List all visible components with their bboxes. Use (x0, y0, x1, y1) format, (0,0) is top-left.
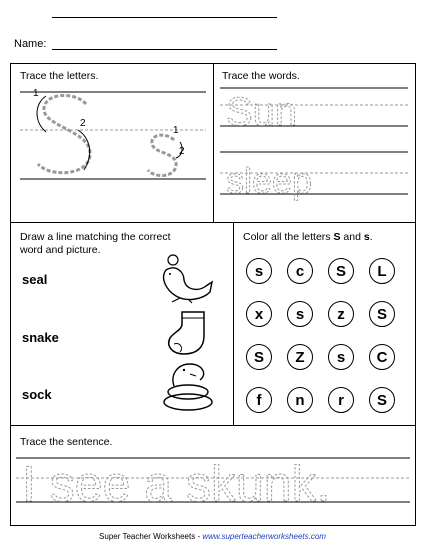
letter-circle[interactable]: S (246, 344, 272, 370)
word-snake[interactable]: snake (22, 330, 59, 345)
letter-circle[interactable]: S (369, 301, 395, 327)
letter-circle[interactable]: z (328, 301, 354, 327)
letter-circle[interactable]: f (246, 387, 272, 413)
footer-brand: Super Teacher Worksheets (99, 532, 196, 541)
letter-circle[interactable]: S (369, 387, 395, 413)
word-trace-area[interactable] (220, 84, 410, 218)
footer: Super Teacher Worksheets - www.superteacherworksheets.com (99, 532, 326, 541)
sentence-trace-area[interactable] (16, 452, 410, 508)
sock-icon[interactable] (160, 308, 216, 358)
name-label: Name: (14, 38, 47, 50)
letter-circle[interactable]: S (328, 258, 354, 284)
letter-circle[interactable]: x (246, 301, 272, 327)
stroke-number-2: 2 (80, 118, 86, 129)
trace-word-1: Sun (226, 90, 298, 134)
snake-icon[interactable] (160, 360, 216, 414)
letter-circle[interactable]: s (328, 344, 354, 370)
color-title: Color all the letters S and s. (243, 231, 373, 243)
trace-word-2: sleep (226, 160, 313, 201)
letter-circle[interactable]: L (369, 258, 395, 284)
letter-circle[interactable]: n (287, 387, 313, 413)
name-line[interactable] (52, 49, 277, 50)
letter-circle[interactable]: s (287, 301, 313, 327)
sentence-title: Trace the sentence. (20, 436, 113, 448)
footer-url-link[interactable]: www.superteacherworksheets.com (202, 532, 326, 541)
seal-icon[interactable] (158, 252, 216, 304)
words-title: Trace the words. (222, 70, 300, 82)
letter-circle[interactable]: C (369, 344, 395, 370)
stroke-number-3: 1 (173, 125, 179, 136)
letter-circle[interactable]: Z (287, 344, 313, 370)
stroke-number-1: 1 (33, 88, 39, 99)
matching-title-line2: word and picture. (20, 244, 101, 256)
word-sock[interactable]: sock (22, 387, 52, 402)
stroke-number-4: 2 (179, 146, 185, 157)
letter-trace-area[interactable] (16, 82, 210, 190)
letters-title: Trace the letters. (20, 70, 99, 82)
matching-title-line1: Draw a line matching the correct (20, 231, 171, 243)
top-blank-line (52, 17, 277, 18)
letter-circle[interactable]: s (246, 258, 272, 284)
letter-circle[interactable]: r (328, 387, 354, 413)
trace-sentence: I see a skunk. (22, 456, 331, 508)
letter-circle[interactable]: c (287, 258, 313, 284)
word-seal[interactable]: seal (22, 272, 48, 287)
